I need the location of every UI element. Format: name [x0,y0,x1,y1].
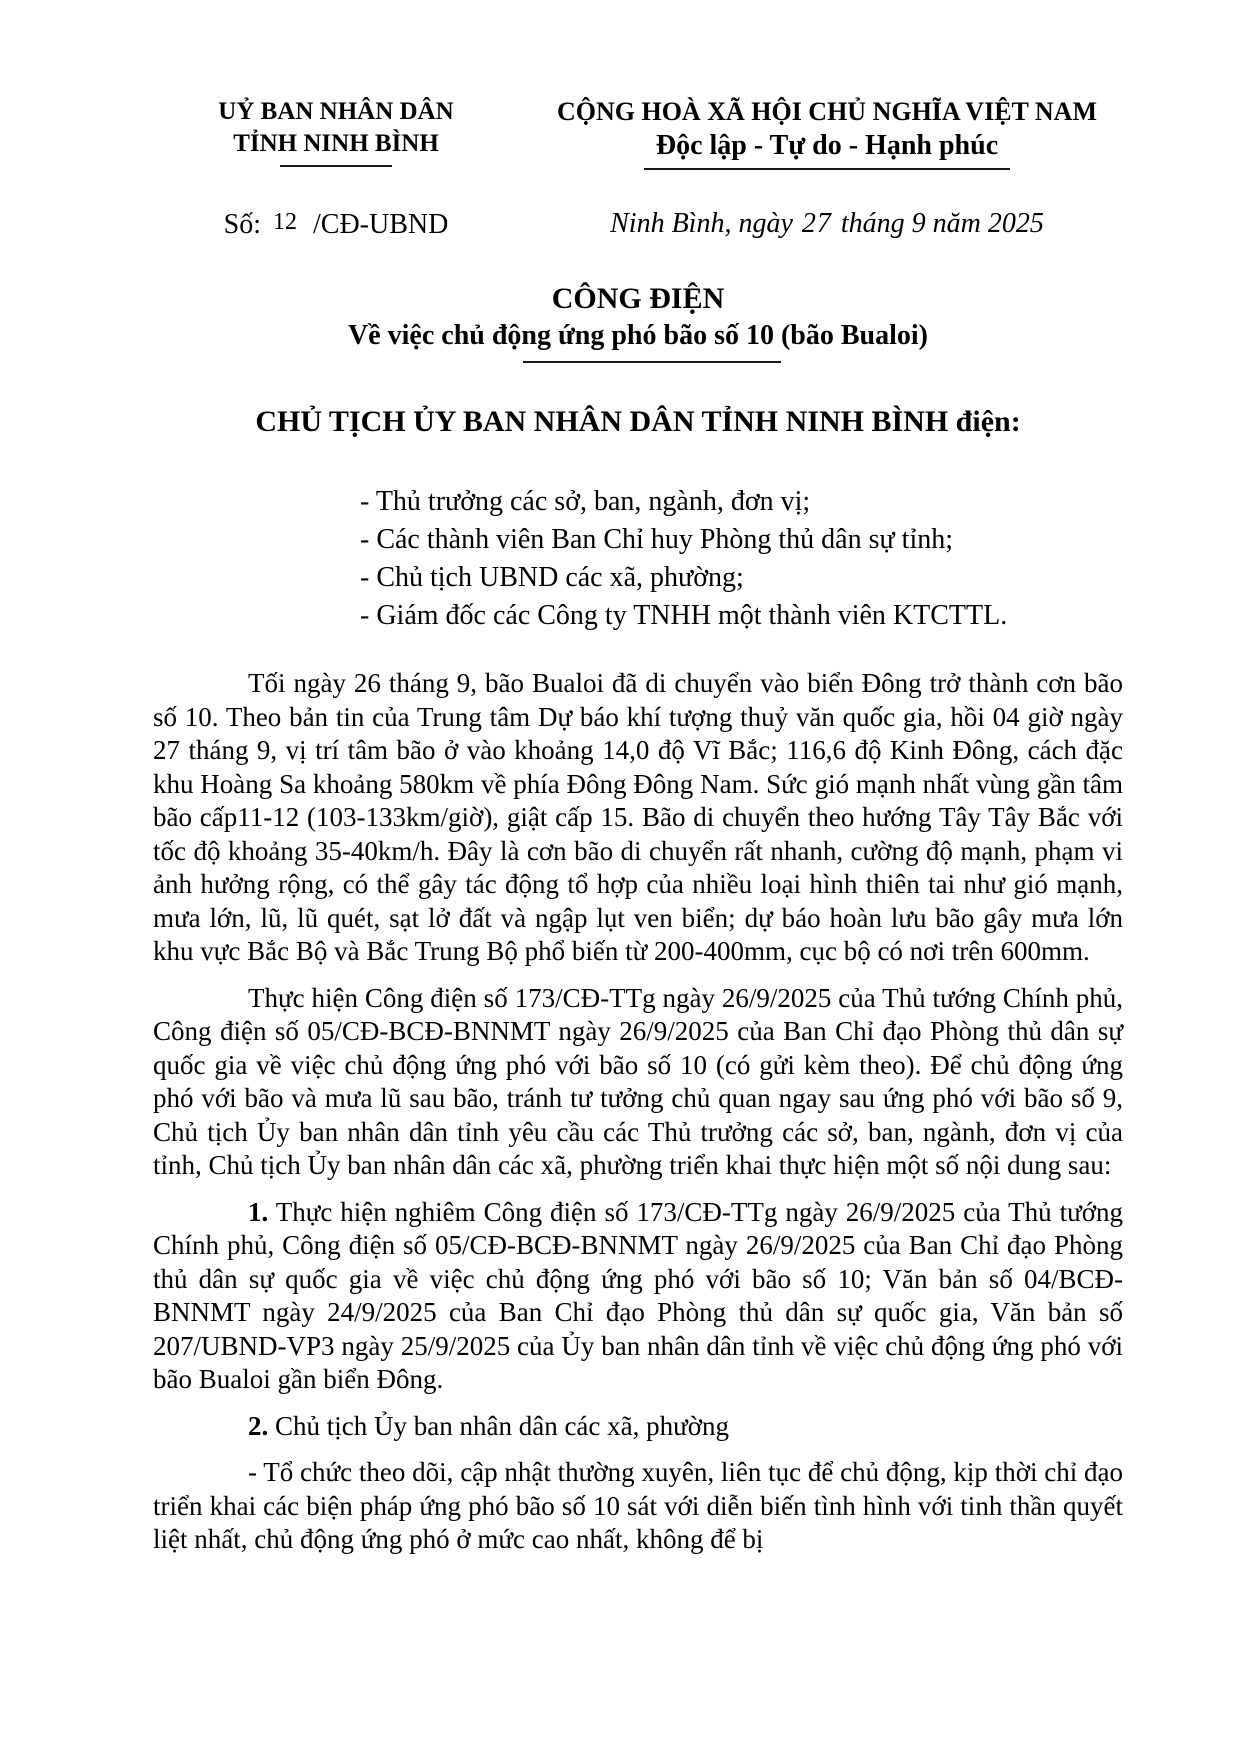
body-paragraph [153,1456,1123,1557]
issuing-authority-block [171,96,501,241]
dateline-day: 27 [801,208,832,239]
dateline-prefix: Ninh Bình, ngày [610,208,793,239]
paragraph-number: 2. [248,1410,269,1441]
paragraph-number: 1. [248,1196,269,1227]
body-paragraph [153,1196,1123,1397]
document-subject: Về việc chủ động ứng phó bão số 10 (bão Bualoi) [347,320,928,351]
document-body [153,667,1123,1557]
national-motto-block [531,96,1123,240]
document-number-value: 12 [273,209,297,235]
national-motto: Độc lập - Tự do - Hạnh phúc [655,130,999,161]
document-number [171,209,501,241]
paragraph-text: - Tổ chức theo dõi, cập nhật thường xuyên, liên tục để chủ động, kịp thời chỉ đạo triển khai các biện pháp ứng phó bão số 10 sát với diễn biến tình hình với tinh thần quyết liệt nhất, chủ động ứng phó ở mức cao nhất, không để bị [153,1457,1123,1554]
paragraph-text: Thực hiện nghiêm Công điện số 173/CĐ-TTg ngày 26/9/2025 của Thủ tướng Chính phủ, Công điện số 05/CĐ-BCĐ-BNNMT ngày 26/9/2025 của Ban Chỉ đạo Phòng thủ dân sự quốc gia về việc chủ động ứng phó với bão số 10; Văn bản số 04/BCĐ-BNNMT ngày 24/9/2025 của Ban Chỉ đạo Phòng thủ dân sự quốc gia, Văn bản số 207/UBND-VP3 ngày 25/9/2025 của Ủy ban nhân dân tỉnh về việc chủ động ứng phó với bão Bualoi gần biển Đông. [153,1196,1123,1394]
recipient-item: - Thủ trưởng các sở, ban, ngành, đơn vị; [360,486,811,517]
recipient-item: - Chủ tịch UBND các xã, phường; [360,562,744,593]
document-subject-underline [523,361,781,363]
body-paragraph [153,982,1123,1183]
body-paragraph [153,667,1123,969]
issuing-authority-line1: UỶ BAN NHÂN DÂN [218,98,454,125]
body-paragraph [153,1410,1123,1444]
dateline-suffix: tháng 9 năm 2025 [840,208,1044,239]
document-number-symbol: /CĐ-UBND [313,209,449,240]
paragraph-text: Chủ tịch Ủy ban nhân dân các xã, phường [268,1410,730,1441]
document-number-label: Số: [223,209,261,240]
recipient-item: - Các thành viên Ban Chỉ huy Phòng thủ dân sự tỉnh; [360,524,954,555]
salutation: CHỦ TỊCH ỦY BAN NHÂN DÂN TỈNH NINH BÌNH điện: [255,405,1021,438]
paragraph-text: Thực hiện Công điện số 173/CĐ-TTg ngày 26/9/2025 của Thủ tướng Chính phủ, Công điện số 05/CĐ-BCĐ-BNNMT ngày 26/9/2025 của Ban Chỉ đạo Phòng thủ dân sự quốc gia về việc chủ động ứng phó với bão số 10 (có gửi kèm theo). Để chủ động ứng phó với bão và mưa lũ sau bão, tránh tư tưởng chủ quan ngay sau ứng phó với bão số 9, Chủ tịch Ủy ban nhân dân tỉnh yêu cầu các Thủ trưởng các sở, ban, ngành, đơn vị của tỉnh, Chủ tịch Ủy ban nhân dân các xã, phường triển khai thực hiện một số nội dung sau: [153,982,1123,1180]
national-name: CỘNG HOÀ XÃ HỘI CHỦ NGHĨA VIỆT NAM [556,97,1098,126]
place-and-date [531,208,1123,240]
recipient-item: - Giám đốc các Công ty TNHH một thành viên KTCTTL. [360,600,1008,631]
document-type-title: CÔNG ĐIỆN [551,282,725,315]
national-motto-underline [644,168,1010,170]
document-header [153,96,1123,241]
document-title-block [153,281,1123,363]
issuing-authority-underline [280,165,392,167]
paragraph-text: Tối ngày 26 tháng 9, bão Bualoi đã di chuyển vào biển Đông trở thành cơn bão số 10. Theo bản tin của Trung tâm Dự báo khí tượng thuỷ văn quốc gia, hồi 04 giờ ngày 27 tháng 9, vị trí tâm bão ở vào khoảng 14,0 độ Vĩ Bắc; 116,6 độ Kinh Đông, cách đặc khu Hoàng Sa khoảng 580km về phía Đông Đông Nam. Sức gió mạnh nhất vùng gần tâm bão cấp11-12 (103-133km/giờ), giật cấp 15. Bão di chuyển theo hướng Tây Tây Bắc với tốc độ khoảng 35-40km/h. Đây là cơn bão di chuyển rất nhanh, cường độ mạnh, phạm vi ảnh hưởng rộng, có thể gây tác động tổ hợp của nhiều loại hình thiên tai như gió mạnh, mưa lớn, lũ, lũ quét, sạt lở đất và ngập lụt ven biển; dự báo hoàn lưu bão gây mưa lớn khu vực Bắc Bộ và Bắc Trung Bộ phổ biến từ 200-400mm, cục bộ có nơi trên 600mm. [153,668,1123,966]
issuing-authority-line2: TỈNH NINH BÌNH [233,130,439,157]
recipient-list [360,483,1123,635]
